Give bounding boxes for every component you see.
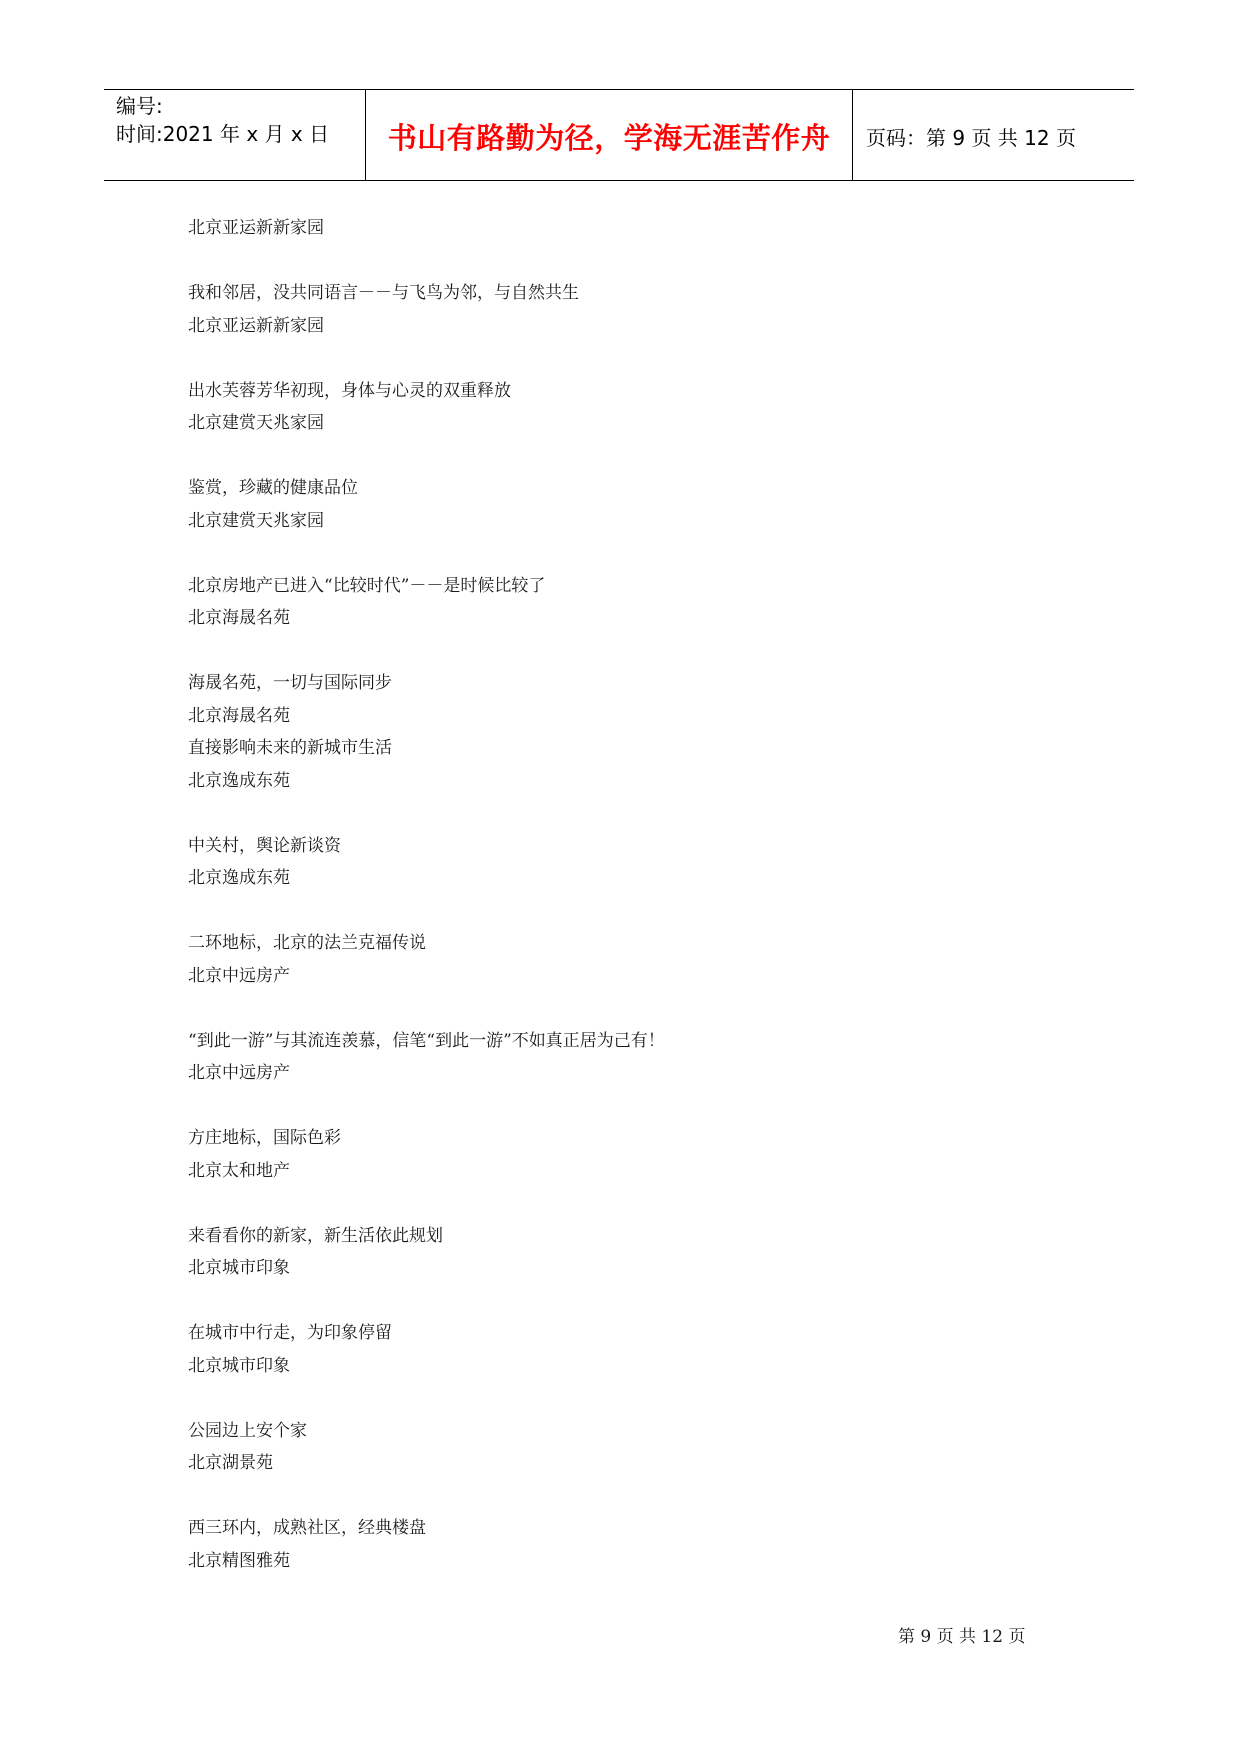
paragraph-spacer <box>188 992 1088 1025</box>
text-line: 我和邻居，没共同语言－－与飞鸟为邻，与自然共生 <box>188 283 579 303</box>
text-line: “到此一游”与其流连羡慕，信笔“到此一游”不如真正居为己有！ <box>188 1030 665 1051</box>
text-line: 直接影响未来的新城市生活 <box>188 738 392 758</box>
paragraph-spacer <box>188 1090 1088 1123</box>
text-line: 方庄地标，国际色彩 <box>188 1128 341 1148</box>
paragraph-spacer <box>188 895 1088 928</box>
header-motto: 书山有路勤为径，学海无涯苦作舟 <box>366 90 853 180</box>
paragraph-spacer <box>188 245 1088 278</box>
text-line: 来看看你的新家，新生活依此规划 <box>188 1225 443 1246</box>
text-line: 西三环内，成熟社区，经典楼盘 <box>188 1518 426 1538</box>
text-line: 北京城市印象 <box>188 1355 290 1376</box>
paragraph-spacer <box>188 797 1088 830</box>
text-line: 二环地标，北京的法兰克福传说 <box>188 933 426 953</box>
text-line: 北京建赏天兆家园 <box>188 413 324 433</box>
text-line: 在城市中行走，为印象停留 <box>188 1323 392 1343</box>
text-line: 北京中远房产 <box>188 965 290 986</box>
header-meta <box>104 90 366 180</box>
page-footer: 第 9 页 共 12 页 <box>898 1627 1026 1647</box>
text-line: 北京建赏天兆家园 <box>188 510 324 531</box>
document-header <box>104 89 1134 181</box>
paragraph-spacer <box>188 1382 1088 1415</box>
text-line: 北京亚运新新家园 <box>188 315 324 336</box>
document-time-label: 时间:2021 年 x 月 x 日 <box>116 122 330 146</box>
paragraph-spacer <box>188 1285 1088 1318</box>
paragraph-spacer <box>188 1480 1088 1513</box>
text-line: 鉴赏，珍藏的健康品位 <box>188 478 358 498</box>
text-line: 北京海晟名苑 <box>188 608 290 628</box>
text-line: 出水芙蓉芳华初现，身体与心灵的双重释放 <box>188 380 511 401</box>
text-line: 北京中远房产 <box>188 1063 290 1083</box>
paragraph-spacer <box>188 342 1088 375</box>
text-line: 公园边上安个家 <box>188 1420 307 1441</box>
paragraph-spacer <box>188 635 1088 668</box>
document-number-label: 编号: <box>116 94 163 118</box>
text-line: 北京逸成东苑 <box>188 770 290 791</box>
paragraph-spacer <box>188 537 1088 570</box>
text-line: 海晟名苑，一切与国际同步 <box>188 673 392 693</box>
text-line: 北京海晟名苑 <box>188 705 290 726</box>
document-body <box>188 212 1088 1577</box>
paragraph-spacer <box>188 440 1088 473</box>
text-line: 北京城市印象 <box>188 1258 290 1278</box>
text-line: 北京精图雅苑 <box>188 1550 290 1571</box>
text-line: 中关村，舆论新谈资 <box>188 835 341 856</box>
text-line: 北京太和地产 <box>188 1160 290 1181</box>
header-page-label: 页码：第 9 页 共 12 页 <box>866 125 1076 150</box>
text-line: 北京湖景苑 <box>188 1453 273 1473</box>
text-line: 北京亚运新新家园 <box>188 218 324 238</box>
text-line: 北京逸成东苑 <box>188 868 290 888</box>
paragraph-spacer <box>188 1187 1088 1220</box>
text-line: 北京房地产已进入“比较时代”－－是时候比较了 <box>188 575 546 596</box>
